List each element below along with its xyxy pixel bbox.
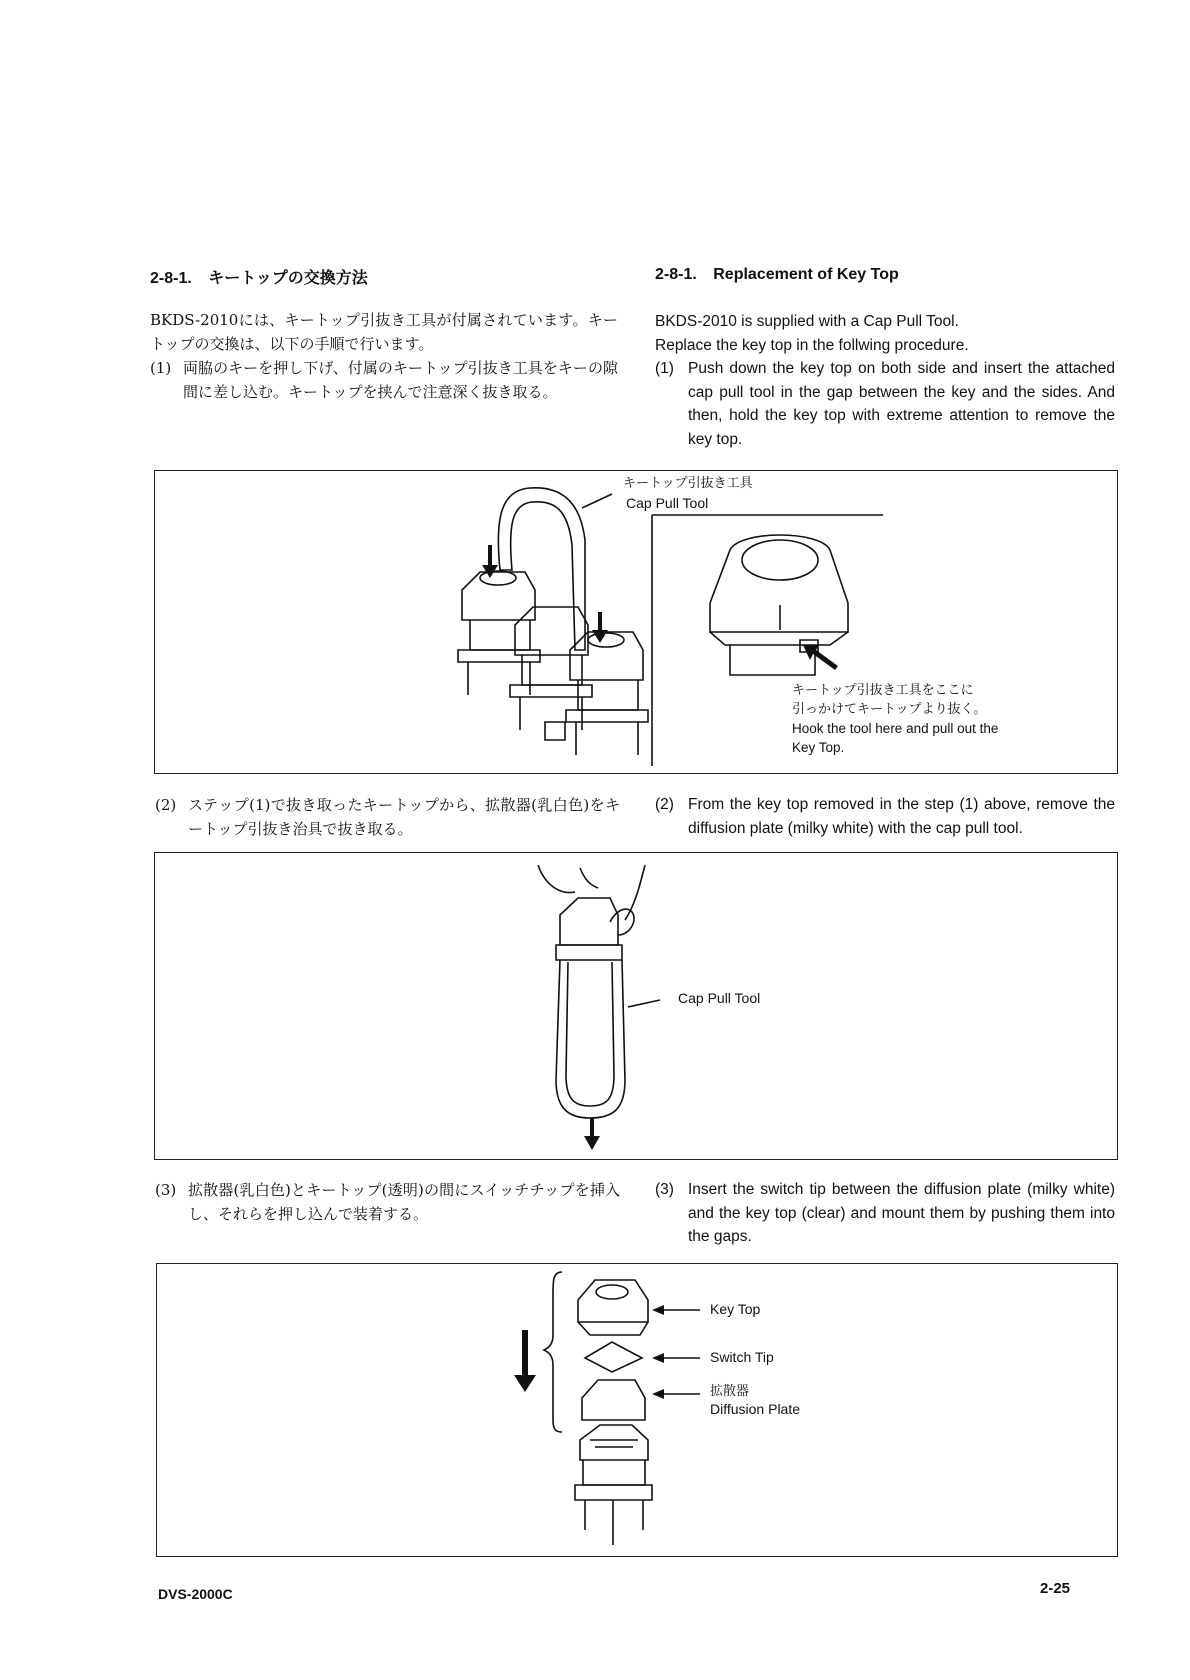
exploded-key-top — [578, 1280, 648, 1335]
en-heading-title: Replacement of Key Top — [713, 266, 899, 283]
jp-step-2-number: (2) — [155, 796, 177, 814]
en-step-3-text: Insert the switch tip between the diffusion plate (milky white) and the key top (clear) and mount them by pushing them into the gaps. — [688, 1181, 1115, 1245]
figure-3-key-top-label: Key Top — [710, 1301, 761, 1317]
figure-1-tool-label-en: Cap Pull Tool — [626, 495, 709, 511]
hook-note-jp-line-1: キートップ引抜き工具をここに — [792, 683, 974, 698]
exploded-switch-tip — [585, 1342, 642, 1372]
figure-3-diffusion-label-jp: 拡散器 — [710, 1384, 750, 1399]
en-step-1-number: (1) — [655, 360, 674, 377]
exploded-switch-base — [575, 1425, 652, 1545]
en-step-1-text: Push down the key top on both side and insert the attached cap pull tool in the gap between the key and the sides. And then, hold the key top with extreme attention to remove the key top. — [688, 360, 1115, 448]
jp-step-3-text: 拡散器(乳白色)とキートップ(透明)の間にスイッチチップを挿入し、それらを押し込んで装着する。 — [188, 1181, 620, 1223]
en-step-3-number: (3) — [655, 1181, 674, 1198]
en-step-2-text: From the key top removed in the step (1) above, remove the diffusion plate (milky white) with the cap pull tool. — [688, 796, 1115, 837]
figure-3-diffusion-label-en: Diffusion Plate — [710, 1401, 801, 1417]
hook-note-jp-line-2: 引っかけてキートップより抜く。 — [792, 702, 987, 717]
en-heading-number: 2-8-1. — [655, 266, 697, 283]
jp-step-3-number: (3) — [155, 1181, 177, 1199]
figure-1-tool-label-jp: キートップ引抜き工具 — [623, 476, 753, 491]
figure-3-switch-tip-label: Switch Tip — [710, 1349, 774, 1365]
jp-heading-number: 2-8-1. — [150, 270, 192, 287]
figure-2-tool-label: Cap Pull Tool — [678, 990, 761, 1006]
hook-note-en-line-2: Key Top. — [792, 740, 845, 755]
jp-step-1-text: 両脇のキーを押し下げ、付属のキートップ引抜き工具をキーの隙間に差し込む。キートップを挟んで注意深く抜き取る。 — [183, 359, 618, 401]
en-intro-line-2: Replace the key top in the follwing procedure. — [655, 336, 969, 354]
switch-tip-arrowhead — [652, 1353, 664, 1363]
exploded-diffusion-plate — [582, 1380, 645, 1420]
key-top-arrowhead — [652, 1305, 664, 1315]
footer-model: DVS-2000C — [158, 1586, 233, 1602]
jp-step-2-text: ステップ(1)で抜き取ったキートップから、拡散器(乳白色)をキートップ引抜き治具で抜き取る。 — [188, 796, 620, 838]
jp-intro: BKDS-2010には、キートップ引抜き工具が付属されています。キートップの交換は、以下の手順で行います。 — [150, 311, 618, 353]
en-step-2-number: (2) — [655, 796, 674, 813]
footer-page-number: 2-25 — [1040, 1580, 1071, 1597]
jp-heading-title: キートップの交換方法 — [208, 268, 368, 287]
assembly-direction-arrow-icon — [514, 1330, 536, 1392]
assembly-brace — [544, 1272, 562, 1432]
en-intro-line-1: BKDS-2010 is supplied with a Cap Pull Tool. — [655, 313, 959, 330]
hook-note-en-line-1: Hook the tool here and pull out the — [792, 721, 999, 736]
diffusion-arrowhead — [652, 1389, 664, 1399]
jp-step-1-number: (1) — [150, 359, 172, 377]
